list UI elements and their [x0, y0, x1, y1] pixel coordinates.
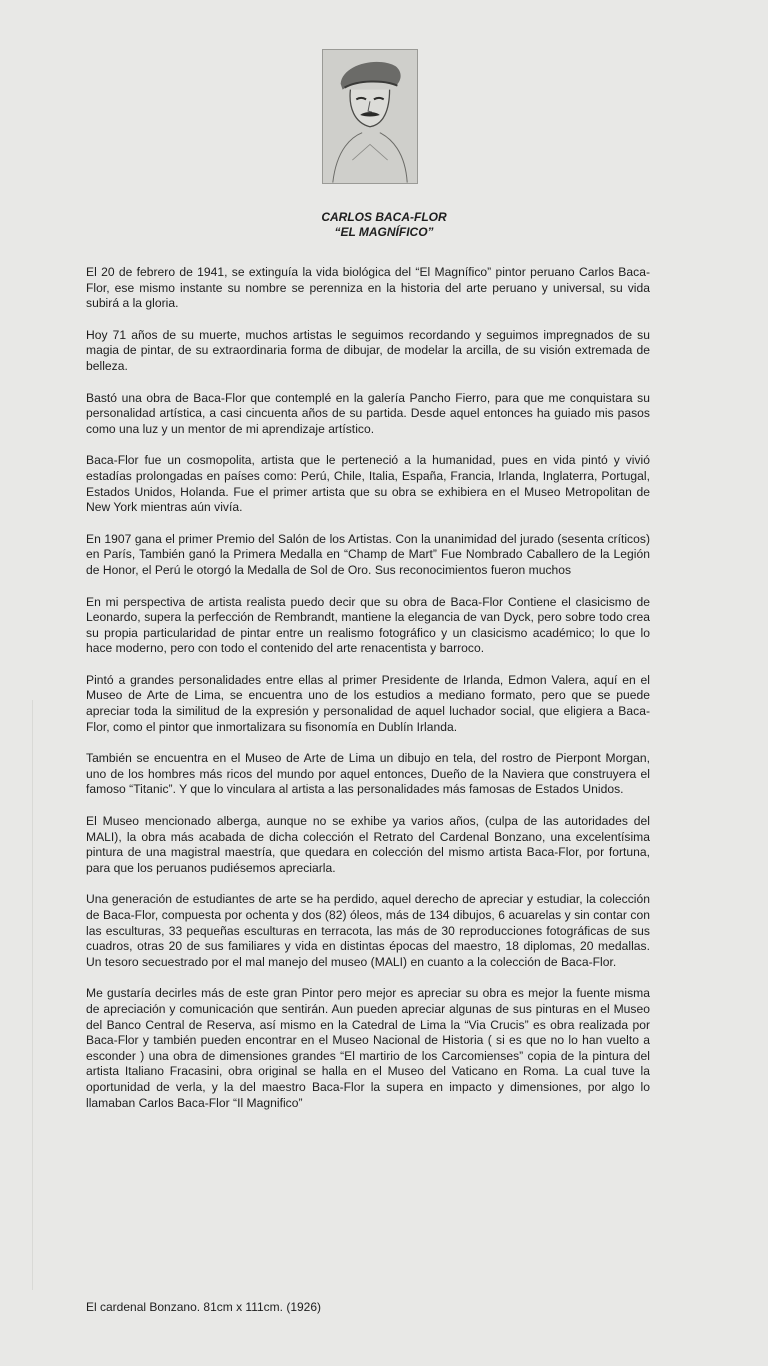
paragraph: Hoy 71 años de su muerte, muchos artistas le seguimos recordando y seguimos impregnados de su magia de pintar, de su extraordinaria forma de dibujar, de modelar la arcilla, de su visión extremada de belleza.: [86, 327, 650, 373]
paragraph: Una generación de estudiantes de arte se ha perdido, aquel derecho de apreciar y estudiar, la colección de Baca-Flor, compuesta por ochenta y dos (82) óleos, más de 134 dibujos, 6 acuarelas y sin contar con las esculturas, 33 pequeñas esculturas en terracota, las más de 30 reproducciones fotográficas de sus cuadros, otras 20 de sus familiares y vida en distintas épocas del maestro, 18 diplomas, 20 medallas. Un tesoro secuestrado por el mal manejo del museo (MALI) en cuanto a la colección de Baca-Flor.: [86, 892, 650, 969]
paragraph: Pintó a grandes personalidades entre ellas al primer Presidente de Irlanda, Edmon Valera, aquí en el Museo de Arte de Lima, se encuentra uno de los estudios a mediano formato, pero que se puede apreciar toda la similitud de la expresión y personalidad de aquel luchador social, que eligiera a Baca-Flor, como el pintor que inmortalizara su fisonomía en Dublín Irlanda.: [86, 672, 650, 734]
image-caption: El cardenal Bonzano. 81cm x 111cm. (1926): [86, 1300, 322, 1314]
paragraph: En mi perspectiva de artista realista puedo decir que su obra de Baca-Flor Contiene el clasicismo de Leonardo, supera la perfección de Rembrandt, mantiene la elegancia de van Dyck, pero sobre todo crea su propia particularidad de pintar entre un realismo fotográfico y un clasicismo académico; lo que lo hace moderno, pero con todo el contenido del arte renacentista y barroco.: [86, 594, 650, 656]
paragraph: El 20 de febrero de 1941, se extinguía la vida biológica del “El Magnífico” pintor peruano Carlos Baca-Flor, ese mismo instante su nombre se perenniza en la historia del arte peruano y universal, su vida subirá a la gloria.: [86, 265, 650, 311]
paragraph: También se encuentra en el Museo de Arte de Lima un dibujo en tela, del rostro de Pierpont Morgan, uno de los hombres más ricos del mundo por aquel entonces, Dueño de la Naviera que construyera el famoso “Titanic”. Y que lo vinculara al artista a las personalidades más famosas de Estados Unidos.: [86, 751, 650, 797]
article-body: [86, 265, 650, 1127]
portrait-sketch-icon: [322, 49, 418, 184]
article-title: CARLOS BACA-FLOR: [321, 210, 447, 224]
paragraph: Me gustaría decirles más de este gran Pintor pero mejor es apreciar su obra es mejor la fuente misma de apreciación y comunicación que sentirán. Aun pueden apreciar algunas de sus pinturas en el Museo del Banco Central de Reserva, así mismo en la Catedral de Lima la “Via Crucis” es obra realizada por Baca-Flor y también pueden encontrar en el Museo Nacional de Historia ( si es que no lo han vuelto a esconder ) una obra de dimensiones grandes “El martirio de los Carcomienses” copia de la pintura del artista Italiano Fracasini, obra original se halla en el Museo del Vaticano en Roma. La cual tuve la oportunidad de verla, y la del maestro Baca-Flor la supera en impacto y dimensiones, por algo lo llamaban Carlos Baca-Flor “Il Magnifico”: [86, 986, 650, 1110]
paragraph: Bastó una obra de Baca-Flor que contemplé en la galería Pancho Fierro, para que me conquistara su personalidad artística, a casi cincuenta años de su partida. Desde aquel entonces ha guiado mis pasos como una luz y un mentor de mi aprendizaje artístico.: [86, 390, 650, 436]
margin-line: [32, 700, 33, 1290]
paragraph: Baca-Flor fue un cosmopolita, artista que le perteneció a la humanidad, pues en vida pintó y vivió estadías prolongadas en países como: Perú, Chile, Italia, España, Francia, Irlanda, Inglaterra, Portugal, Estados Unidos, Holanda. Fue el primer artista que su obra se exhibiera en el Museo Metropolitan de New York mientras aún vivía.: [86, 453, 650, 515]
paragraph: El Museo mencionado alberga, aunque no se exhibe ya varios años, (culpa de las autoridades del MALI), la obra más acabada de dicha colección el Retrato del Cardenal Bonzano, una excelentísima pintura de una magistral maestría, que quedara en colección del mismo artista Baca-Flor, por fortuna, para que los peruanos pudiésemos apreciarla.: [86, 814, 650, 875]
paragraph: En 1907 gana el primer Premio del Salón de los Artistas. Con la unanimidad del jurado (sesenta críticos) en París, También ganó la Primera Medalla en “Champ de Mart” Fue Nombrado Caballero de la Legión de Honor, el Perú le otorgó la Medalla de Sol de Oro. Sus reconocimientos fueron muchos: [86, 531, 650, 577]
article-subtitle: “EL MAGNÍFICO”: [334, 225, 434, 239]
